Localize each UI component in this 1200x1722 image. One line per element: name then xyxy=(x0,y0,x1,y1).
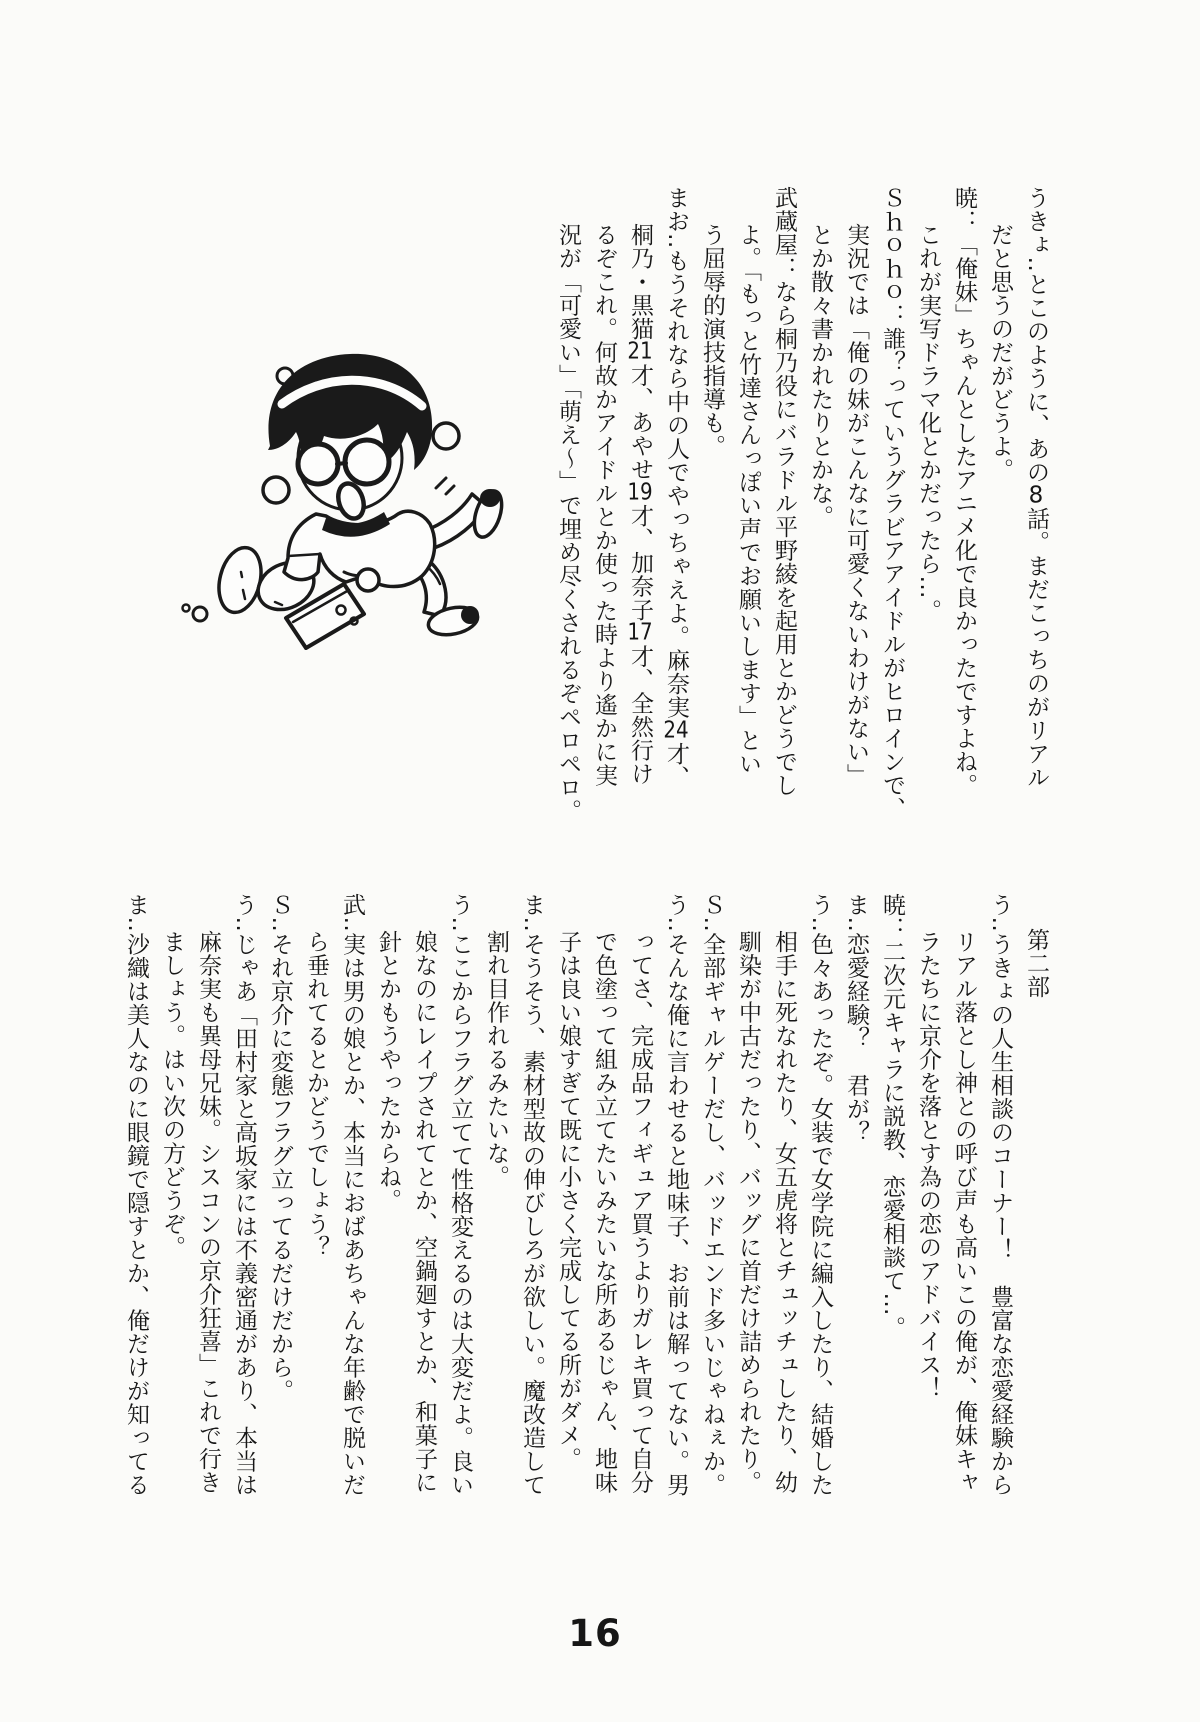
dialogue-line: 武蔵屋：なら桐乃役にバラドル平野綾を起用とかどうでし xyxy=(771,186,797,797)
bubble-icon xyxy=(193,607,207,621)
dialogue-line: 暁：「俺妹」ちゃんとしたアニメ化で良かったですよね。 xyxy=(951,186,977,797)
dialogue-line: だと思うのだがどうよ。 xyxy=(987,222,1013,482)
dialogue-line: う屈辱的演技指導も。 xyxy=(699,222,725,458)
dialogue-line: 子は良い娘すぎて既に小さく完成してる所がダメ。 xyxy=(555,929,581,1471)
section-heading: 第二部 xyxy=(1023,927,1049,998)
bubble-icon xyxy=(433,423,459,449)
dialogue-line: ま‥恋愛経験？ 君が？ xyxy=(843,893,869,1144)
dialogue-line: るぞこれ。何故かアイドルとか使った時より遙かに実 xyxy=(591,222,617,787)
dialogue-line: 況が「可愛い」「萌え～」で埋め尽くされるぞペロペロ。 xyxy=(555,222,581,823)
dialogue-line: 相手に死なれたり、女五虎将とチュッチュしたり、幼 xyxy=(771,929,797,1494)
glasses-icon xyxy=(298,444,338,484)
dropped-blob xyxy=(213,543,268,617)
dialogue-line: 割れ目作れるみたいな。 xyxy=(483,929,509,1189)
character-illustration xyxy=(140,318,512,650)
dialogue-line: ら垂れてるとかどうでしょう？ xyxy=(303,929,329,1259)
dialogue-line: とか散々書かれたりとかな。 xyxy=(807,222,833,529)
glasses-icon xyxy=(345,440,389,484)
dialogue-line: 暁：二次元キャラに説教、恋愛相談て…。 xyxy=(879,893,905,1340)
dialogue-line: 武‥実は男の娘とか、本当におばあちゃんな年齢で脱いだ xyxy=(339,893,365,1497)
dialogue-line: う‥うきょの人生相談のコーナー！ 豊富な恋愛経験から xyxy=(987,893,1013,1497)
dialogue-line: う‥じゃあ「田村家と高坂家には不義密通があり、本当は xyxy=(231,893,257,1497)
dialogue-line: Ｓｈｏｈｏ：誰？っていうグラビアアイドルがヒロインで、 xyxy=(879,186,905,821)
dialogue-line: 娘なのにレイプされてとか、空鍋廻すとか、和菓子に xyxy=(411,929,437,1494)
dialogue-line: 桐乃・黒猫21才、あやせ19才、加奈子17才、全然行け xyxy=(627,222,653,786)
dialogue-line: ラたちに京介を落とす為の恋のアドバイス！ xyxy=(915,929,941,1400)
dialogue-line: Ｓ‥全部ギャルゲーだし、バッドエンド多いじゃねぇか。 xyxy=(699,893,725,1497)
dialogue-line: 実況では「俺の妹がこんなに可愛くないわけがない」 xyxy=(843,222,869,787)
part-two-section xyxy=(118,893,1054,1523)
dialogue-line: ま‥沙織は美人なのに眼鏡で隠すとか、俺だけが知ってる xyxy=(123,893,149,1497)
dialogue-line: う‥ここからフラグ立てて性格変えるのは大変だよ。良い xyxy=(447,893,473,1497)
dialogue-line: で色塗って組み立てたいみたいな所あるじゃん、地味 xyxy=(591,929,617,1494)
dialogue-line: ましょう。はい次の方どうぞ。 xyxy=(159,929,185,1259)
dialogue-line: ってさ、完成品フィギュア買うよりガレキ買って自分 xyxy=(627,929,653,1494)
top-dialogue-section xyxy=(550,186,1054,831)
dialogue-line: よ。「もっと竹達さんっぽい声でお願いします」とい xyxy=(735,222,761,776)
dialogue-line: う‥そんな俺に言わせると地味子、お前は解ってない。男 xyxy=(663,893,689,1497)
dialogue-line: う‥色々あったぞ。女装で女学院に編入したり、結婚した xyxy=(807,893,833,1497)
dialogue-line: 馴染が中古だったり、バッグに首だけ詰められたり。 xyxy=(735,929,761,1494)
dialogue-line: Ｓ‥それ京介に変態フラグ立ってるだけだから。 xyxy=(267,893,293,1403)
dialogue-line: リアル落とし神との呼び声も高いこの俺が、俺妹キャ xyxy=(951,929,977,1494)
dialogue-line: まお‥もうそれなら中の人でやっちゃえよ。麻奈実24才、 xyxy=(663,186,689,789)
dialogue-line: 麻奈実も異母兄妹。シスコンの京介狂喜」これで行き xyxy=(195,929,221,1494)
bubble-icon xyxy=(183,605,190,612)
dialogue-line: うきょ‥とこのように、あの8話。まだこっちのがリアル xyxy=(1023,186,1049,789)
bubble-icon xyxy=(263,477,289,503)
dialogue-line: 針とかもうやったからね。 xyxy=(375,929,401,1212)
dialogue-line: これが実写ドラマ化とかだったら…。 xyxy=(915,222,941,623)
page-number: 16 xyxy=(568,1612,622,1655)
dialogue-line: ま‥そうそう、素材型故の伸びしろが欲しい。魔改造して xyxy=(519,893,545,1497)
